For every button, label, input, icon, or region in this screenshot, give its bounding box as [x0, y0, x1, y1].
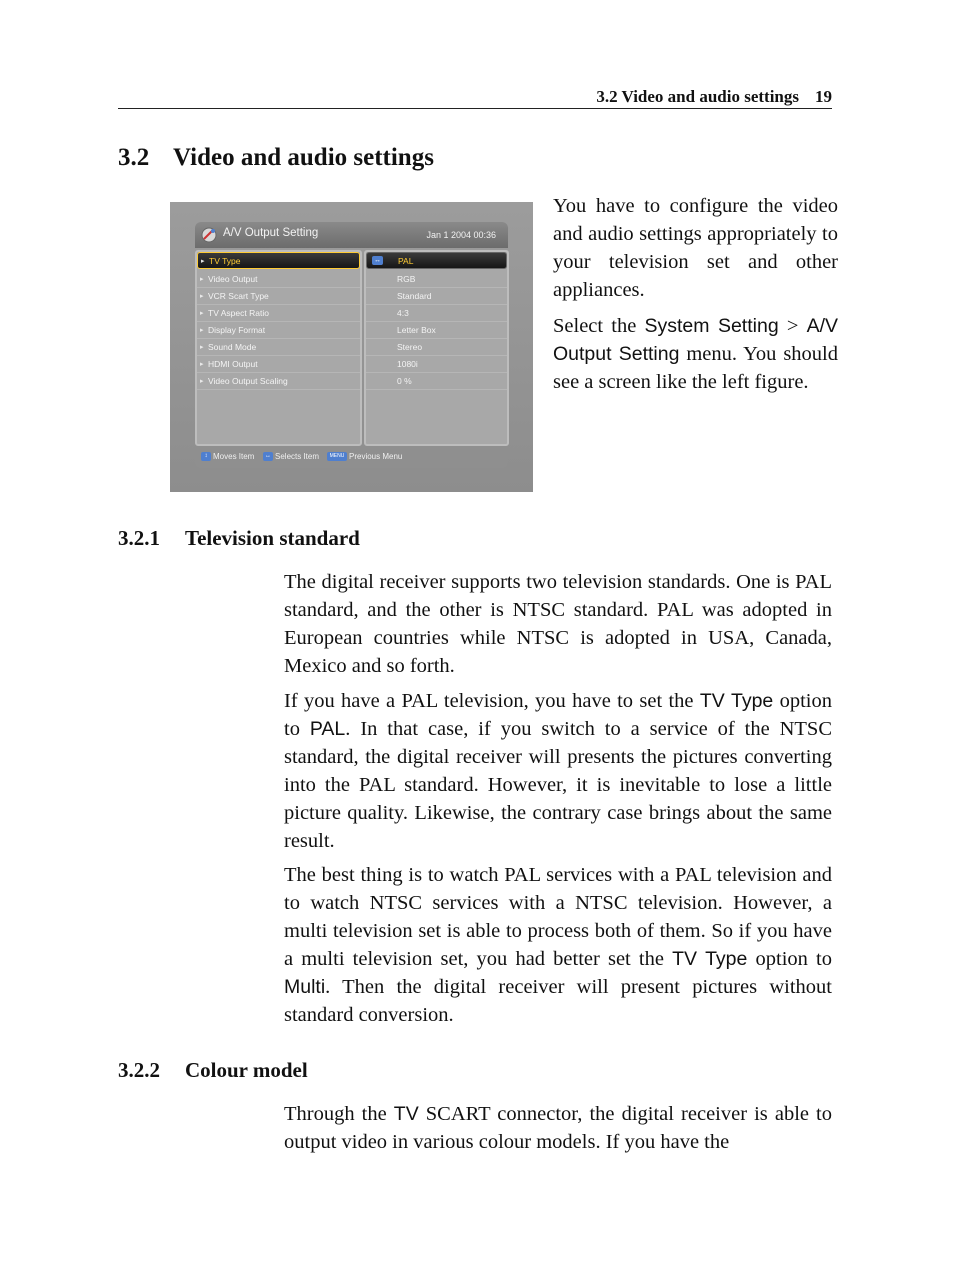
av-output-screenshot: [170, 202, 533, 492]
menu-name-av-output-setting: A/V Output Setting: [553, 315, 839, 365]
tv-standard-paragraph-2: [284, 687, 832, 855]
menu-value-text: Stereo: [397, 342, 423, 352]
menu-value-text: 1080i: [397, 359, 418, 369]
menu-value-text: Letter Box: [397, 325, 436, 335]
subsection-heading-television-standard: [118, 524, 360, 552]
colour-model-paragraph-1: [284, 1100, 832, 1156]
text: Through the: [284, 1103, 394, 1125]
tv-standard-paragraph-3: [284, 861, 832, 1029]
menu-item-hdmi-output[interactable]: [197, 356, 360, 373]
satellite-icon: [200, 226, 218, 244]
menu-value-video-output-scaling: [366, 373, 507, 390]
help-previous: [327, 446, 402, 468]
intro-paragraph-1: You have to configure the video and audio settings appropriately to your television set and other appliances.: [553, 195, 838, 301]
arrow-icon: ▸: [201, 258, 205, 265]
menu-item-label: VCR Scart Type: [208, 291, 269, 301]
menu-item-tv-aspect-ratio[interactable]: [197, 305, 360, 322]
menu-value-vcr-scart-type: [366, 288, 507, 305]
menu-item-label: TV Type: [209, 256, 241, 266]
text: The best thing is to watch PAL services with a PAL television and to watch NTSC services with a NTSC television. However, a multi television set is able to process both of them. So if you have a multi television set, you had better set the: [284, 864, 832, 970]
arrow-icon: ▸: [200, 378, 204, 385]
text: Select the: [553, 315, 645, 337]
intro-paragraph-2: [553, 312, 838, 396]
menu-item-label: Video Output: [208, 274, 258, 284]
help-selects-text: Selects Item: [275, 452, 320, 461]
text: option to: [284, 690, 832, 740]
menu-name-system-setting: System Setting: [644, 315, 779, 337]
section-heading: [118, 142, 434, 174]
text: option to: [747, 948, 832, 970]
menu-value-hdmi-output: [366, 356, 507, 373]
menu-value-sound-mode: [366, 339, 507, 356]
menu-item-vcr-scart-type[interactable]: [197, 288, 360, 305]
menu-value-text: 0 %: [397, 376, 412, 386]
menu-value-text: RGB: [397, 274, 416, 284]
subsection-number: 3.2.2: [118, 1058, 160, 1082]
menu-value-display-format: [366, 322, 507, 339]
menu-item-label: Display Format: [208, 325, 266, 335]
screenshot-title: A/V Output Setting: [223, 227, 319, 239]
menu-item-video-output[interactable]: [197, 271, 360, 288]
help-selects: [263, 446, 319, 468]
connector-name: TV: [393, 1103, 419, 1125]
text: If you have a PAL television, you have to set the: [284, 690, 700, 712]
section-number: 3.2: [118, 144, 150, 171]
menu-value-text: Standard: [397, 291, 432, 301]
text: SCART connector, the digital receiver is able to output video in various colour models. If you have the: [284, 1103, 832, 1153]
subsection-number: 3.2.1: [118, 526, 160, 550]
arrow-icon: ▸: [200, 327, 204, 334]
arrow-icon: ▸: [200, 344, 204, 351]
menu-item-tv-type[interactable]: [197, 252, 360, 269]
tv-standard-paragraph-1: The digital receiver supports two television standards. One is PAL standard, and the other is NTSC standard. PAL was adopted in European countries while NTSC is adopted in USA, Canada, Mexico and so forth.: [284, 571, 832, 677]
subsection-heading-colour-model: [118, 1056, 308, 1084]
option-name: TV Type: [699, 690, 774, 712]
menu-value-text: 4:3: [397, 308, 409, 318]
option-name: TV Type: [672, 948, 748, 970]
arrow-icon: ▸: [200, 361, 204, 368]
menu-item-label: Sound Mode: [208, 342, 257, 352]
menu-item-label: HDMI Output: [208, 359, 258, 369]
subsection-title: Television standard: [185, 526, 360, 550]
page-number: 19: [815, 87, 832, 106]
running-head: [118, 86, 832, 109]
left-right-icon: ↔: [374, 257, 381, 264]
help-previous-text: Previous Menu: [349, 452, 403, 461]
subsection-title: Colour model: [185, 1058, 308, 1082]
text: . Then the digital receiver will present pictures without standard conversion.: [284, 976, 832, 1026]
menu-value-video-output: [366, 271, 507, 288]
settings-label-panel: [195, 250, 362, 446]
section-title: Video and audio settings: [173, 144, 434, 171]
screenshot-help-bar: [195, 446, 508, 468]
arrow-icon: ▸: [200, 310, 204, 317]
menu-item-sound-mode[interactable]: [197, 339, 360, 356]
help-moves: [201, 446, 254, 468]
help-moves-text: Moves Item: [213, 452, 255, 461]
option-value: Multi: [284, 976, 326, 998]
text: . In that case, if you switch to a service of the NTSC standard, the digital receiver will presents the pictures converting into the PAL standard. However, it is inevitable to lose a little picture quality. Likewise, the contrary case brings about the same result.: [284, 718, 832, 852]
menu-item-label: TV Aspect Ratio: [208, 308, 269, 318]
menu-item-label: Video Output Scaling: [208, 376, 288, 386]
text: menu. You should see a screen like the left figure.: [553, 343, 838, 393]
menu-item-video-output-scaling[interactable]: [197, 373, 360, 390]
screenshot-titlebar: [195, 222, 508, 248]
arrow-icon: ▸: [200, 276, 204, 283]
menu-key-icon: MENU: [327, 452, 347, 461]
up-down-icon: ↕: [201, 452, 211, 461]
menu-item-display-format[interactable]: [197, 322, 360, 339]
option-value: PAL: [309, 718, 346, 740]
menu-value-tv-aspect-ratio: [366, 305, 507, 322]
left-right-icon: ↔: [265, 453, 271, 460]
arrow-icon: ▸: [200, 293, 204, 300]
screenshot-date: Jan 1 2004 00:36: [426, 230, 496, 240]
menu-value-tv-type[interactable]: [366, 252, 507, 269]
settings-value-panel: [364, 250, 509, 446]
menu-value-text: PAL: [398, 256, 414, 266]
running-head-title: 3.2 Video and audio settings: [596, 87, 799, 106]
text: >: [778, 315, 807, 337]
